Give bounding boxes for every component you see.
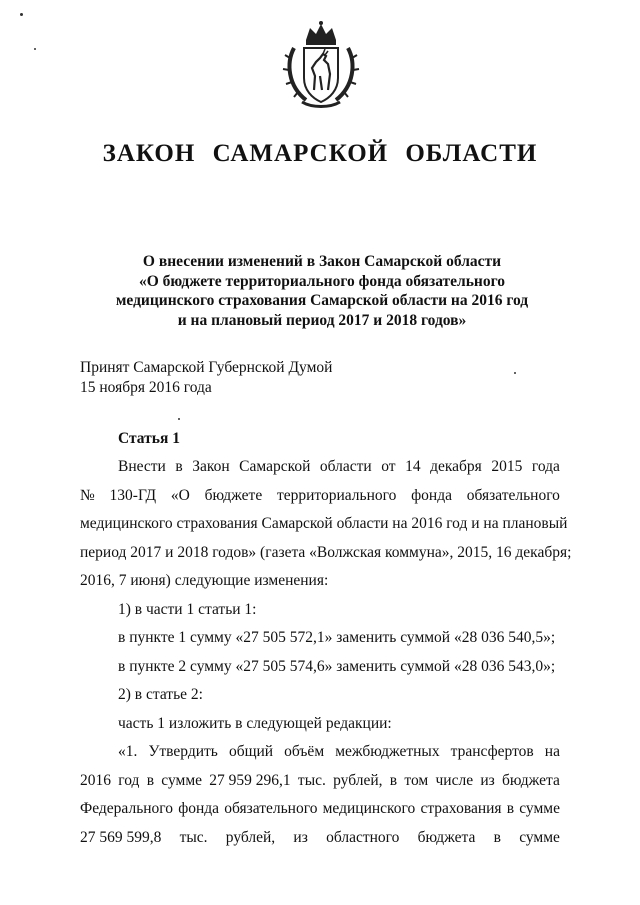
body-word: год	[118, 771, 140, 789]
body-word: 130-ГД	[109, 486, 157, 504]
body-word: рублей,	[225, 828, 276, 846]
body-word: тыс.	[179, 828, 208, 846]
subtitle-line: и на плановый период 2017 и 2018 годов»	[177, 311, 467, 329]
body-word: из	[480, 771, 495, 789]
document-title: ЗАКОН САМАРСКОЙ ОБЛАСТИ	[102, 140, 538, 167]
scan-speck	[20, 13, 23, 16]
body-word: объём	[284, 743, 325, 760]
body-line: период 2017 и 2018 годов» (газета «Волжская коммуна», 2015, 16 декабря;	[80, 543, 572, 561]
subtitle-line: О внесении изменений в Закон Самарской области	[142, 253, 502, 270]
samara-coat-of-arms-icon	[280, 18, 362, 110]
body-word: фонда	[411, 486, 452, 504]
body-line	[80, 457, 560, 486]
body-word: в	[506, 800, 515, 817]
body-word: общий	[228, 743, 274, 760]
adoption-body: Принят Самарской Губернской Думой	[80, 359, 333, 376]
body-word: сумме	[161, 771, 203, 789]
body-word: Федерального	[80, 800, 174, 817]
body-word: в	[175, 458, 183, 475]
body-word: в	[389, 771, 398, 789]
body-line: 2) в статье 2:	[118, 686, 203, 703]
body-line	[80, 486, 560, 515]
body-word: декабря	[430, 458, 482, 475]
body-line: 2016, 7 июня) следующие изменения:	[80, 572, 329, 589]
body-word: №	[80, 486, 95, 504]
body-word: бюджета	[502, 771, 560, 789]
body-word: сумме	[519, 828, 560, 846]
body-word: 2015	[491, 458, 523, 475]
body-word: медицинского	[322, 800, 416, 817]
body-word: том	[404, 771, 429, 789]
adoption-date: 15 ноября 2016 года	[80, 379, 212, 396]
body-word: областного	[326, 828, 400, 846]
body-word: Самарской	[239, 458, 311, 475]
body-line	[80, 742, 560, 771]
body-word: в	[493, 828, 501, 846]
body-line: в пункте 1 сумму «27 505 572,1» заменить суммой «28 036 540,5»;	[118, 629, 556, 646]
body-line	[80, 799, 560, 828]
body-word: бюджета	[417, 828, 476, 846]
body-word: года	[531, 458, 560, 475]
body-word: числе	[435, 771, 474, 789]
document-subtitle	[80, 252, 564, 330]
body-word: 27 959 296,1	[209, 771, 291, 789]
body-line: 1) в части 1 статьи 1:	[118, 600, 257, 618]
body-word: от	[381, 458, 396, 475]
body-word: на	[544, 743, 560, 760]
body-word: бюджете	[204, 486, 263, 504]
body-word: «1.	[118, 743, 138, 760]
article-body	[80, 457, 572, 856]
body-word: территориального	[276, 486, 397, 504]
body-word: в	[146, 771, 155, 789]
adoption-note	[80, 358, 332, 398]
scan-speck	[514, 372, 516, 374]
body-word: страхования	[420, 800, 502, 817]
body-word: 14	[405, 458, 421, 475]
body-word: обязательного	[466, 486, 560, 504]
body-word: Закон	[192, 458, 230, 475]
body-line: часть 1 изложить в следующей редакции:	[118, 714, 392, 732]
subtitle-line: «О бюджете территориального фонда обязательного	[138, 272, 506, 290]
body-line: медицинского страхования Самарской области на 2016 год и на плановый	[80, 515, 568, 532]
body-line: в пункте 2 сумму «27 505 574,6» заменить суммой «28 036 543,0»;	[118, 657, 556, 675]
body-word: обязательного	[224, 800, 318, 817]
body-line	[80, 771, 560, 800]
body-word: 2016	[80, 771, 111, 789]
body-word: «О	[170, 486, 190, 504]
scan-speck	[34, 48, 36, 50]
body-word: сумме	[519, 800, 560, 817]
body-word: трансфертов	[450, 743, 534, 760]
subtitle-line: медицинского страхования Самарской области на 2016 год	[115, 292, 529, 309]
body-word: области	[319, 458, 372, 475]
body-word: 27 569 599,8	[80, 828, 162, 846]
body-word: Внести	[118, 458, 166, 475]
body-word: рублей,	[333, 771, 383, 789]
body-word: межбюджетных	[335, 743, 440, 760]
body-word: из	[293, 828, 308, 846]
body-line	[80, 828, 560, 857]
body-word: фонда	[178, 800, 220, 817]
scan-speck	[178, 418, 180, 420]
body-word: Утвердить	[148, 743, 218, 760]
body-word: тыс.	[297, 771, 326, 789]
article-heading: Статья 1	[118, 430, 180, 447]
